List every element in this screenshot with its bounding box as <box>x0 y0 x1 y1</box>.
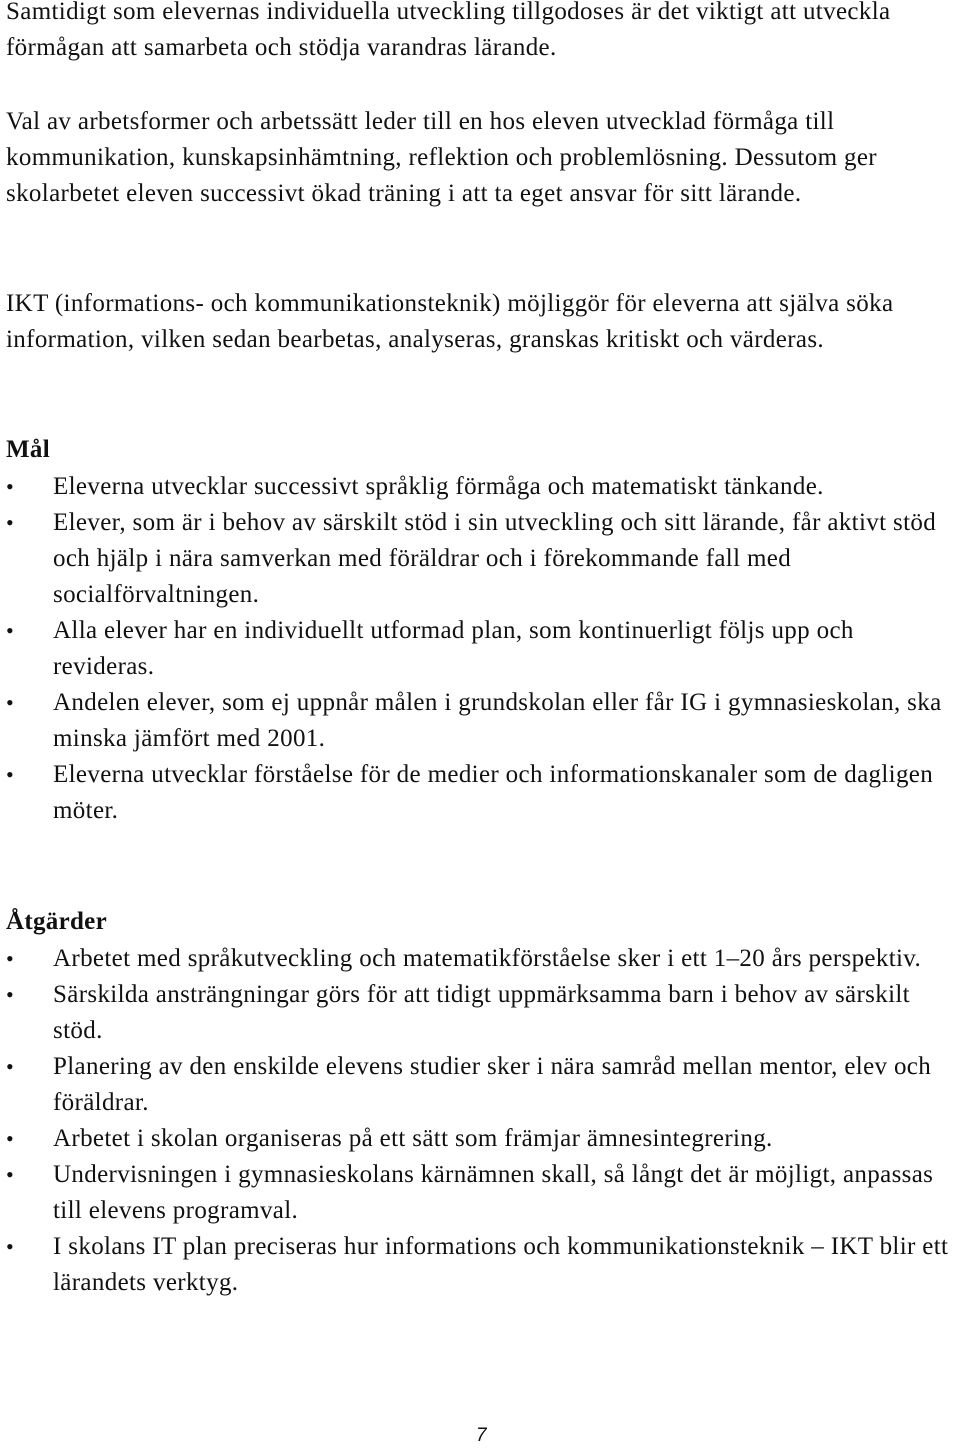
bullet-icon: • <box>6 1054 15 1079</box>
bullet-icon: • <box>6 510 15 535</box>
atgarder-item-text: Arbetet med språkutveckling och matematikförståelse sker i ett 1–20 års perspektiv. <box>53 945 922 972</box>
mal-item-text: Alla elever har en individuellt utformad plan, som kontinuerligt följs upp och revideras. <box>53 617 854 680</box>
mal-list-item <box>6 685 958 757</box>
atgarder-list-item <box>6 1157 958 1229</box>
atgarder-list-item <box>6 1121 958 1157</box>
atgarder-list-item <box>6 977 958 1049</box>
mal-list-item <box>6 469 958 505</box>
paragraph-ikt: IKT (informations- och kommunikationsteknik) möjliggör för eleverna att själva söka information, vilken sedan bearbetas, analyseras, granskas kritiskt och värderas. <box>6 290 894 353</box>
mal-list-item <box>6 757 958 829</box>
atgarder-list-item <box>6 1049 958 1121</box>
bullet-icon: • <box>6 474 15 499</box>
page-number: 7 <box>476 1425 487 1446</box>
bullet-icon: • <box>6 762 15 787</box>
atgarder-item-text: I skolans IT plan preciseras hur informations och kommunikationsteknik – IKT blir ett lärandets verktyg. <box>53 1233 949 1296</box>
mal-item-text: Eleverna utvecklar förståelse för de medier och informationskanaler som de dagligen möter. <box>53 761 934 824</box>
bullet-icon: • <box>6 946 15 971</box>
bullet-icon: • <box>6 618 15 643</box>
bullet-icon: • <box>6 982 15 1007</box>
mal-item-text: Elever, som är i behov av särskilt stöd i sin utveckling och sitt lärande, får aktivt stöd och hjälp i nära samverkan med föräldrar och i förekommande fall med socialförvaltningen. <box>53 509 937 608</box>
atgarder-list <box>6 941 958 1301</box>
atgarder-list-item <box>6 941 958 977</box>
atgarder-item-text: Planering av den enskilde elevens studier sker i nära samråd mellan mentor, elev och föräldrar. <box>53 1053 932 1116</box>
mal-list-item <box>6 613 958 685</box>
paragraph-work-methods: Val av arbetsformer och arbetssätt leder till en hos eleven utvecklad förmåga till kommunikation, kunskapsinhämtning, reflektion och problemlösning. Dessutom ger skolarbetet eleven successivt ökad träning i att ta eget ansvar för sitt lärande. <box>6 108 877 207</box>
bullet-icon: • <box>6 1162 15 1187</box>
section-heading-mal: Mål <box>6 436 50 463</box>
mal-list <box>6 469 958 829</box>
atgarder-list-item <box>6 1229 958 1301</box>
bullet-icon: • <box>6 1126 15 1151</box>
section-heading-atgarder: Åtgärder <box>6 908 107 935</box>
atgarder-item-text: Särskilda ansträngningar görs för att tidigt uppmärksamma barn i behov av särskilt stöd. <box>53 981 910 1044</box>
atgarder-item-text: Undervisningen i gymnasieskolans kärnämnen skall, så långt det är möjligt, anpassas till elevens programval. <box>53 1161 934 1224</box>
paragraph-collaboration: Samtidigt som elevernas individuella utveckling tillgodoses är det viktigt att utveckla förmågan att samarbeta och stödja varandras lärande. <box>6 0 891 61</box>
mal-item-text: Andelen elever, som ej uppnår målen i grundskolan eller får IG i gymnasieskolan, ska minska jämfört med 2001. <box>53 689 942 752</box>
bullet-icon: • <box>6 1234 15 1259</box>
bullet-icon: • <box>6 690 15 715</box>
mal-list-item <box>6 505 958 613</box>
atgarder-item-text: Arbetet i skolan organiseras på ett sätt som främjar ämnesintegrering. <box>53 1125 773 1152</box>
mal-item-text: Eleverna utvecklar successivt språklig förmåga och matematiskt tänkande. <box>53 473 824 500</box>
